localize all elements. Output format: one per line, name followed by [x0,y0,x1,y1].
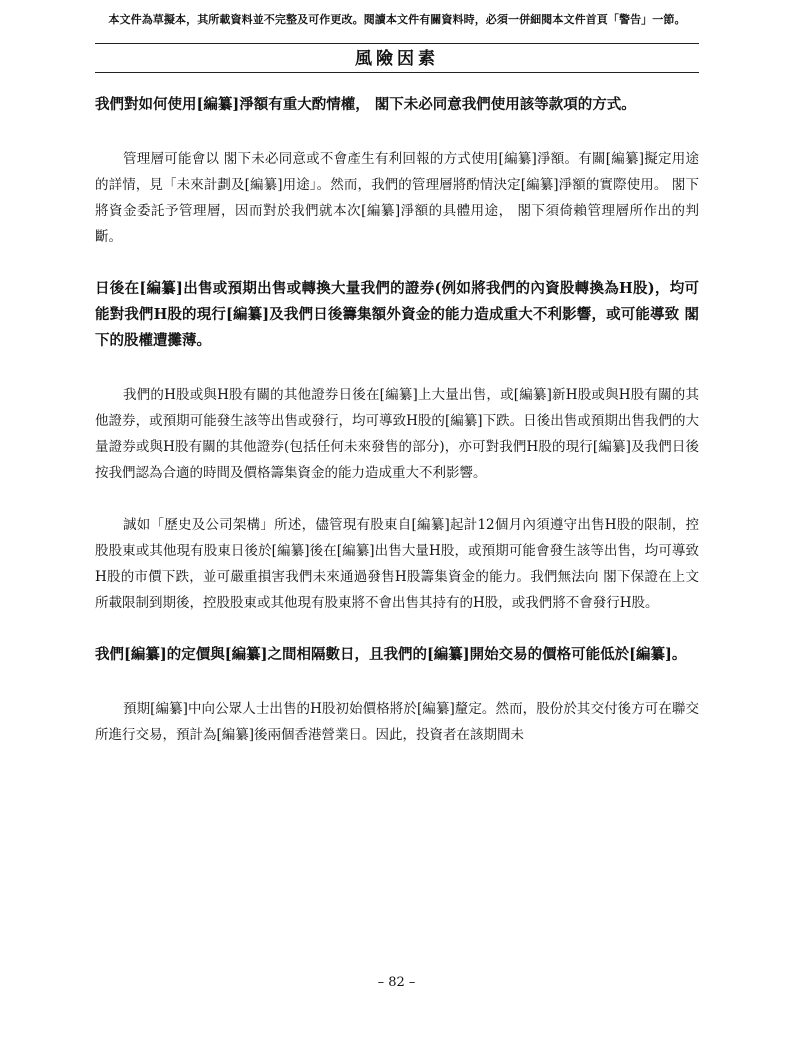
section-title: 風險因素 [355,49,439,69]
draft-disclaimer: 本文件為草擬本，其所載資料並不完整及可作更改。閱讀本文件有關資料時，必須一併細閱本文件首頁「警告」一節。 [108,13,686,26]
paragraph-future-sales: 我們的H股或與H股有關的其他證券日後在[編纂]上大量出售，或[編纂]新H股或與H股有關的其他證券，或預期可能發生該等出售或發行，均可導致H股的[編纂]下跌。日後出售或預期出售我們的大量證券或與H股有關的其他證券(包括任何未來發售的部分)，亦可對我們H股的現行[編纂]及我們日後按我們認為合適的時間及價格籌集資金的能力造成重大不利影響。 [95,387,699,481]
page-number: – 82 – [377,975,416,990]
risk-heading-pricing-gap: 我們[編纂]的定價與[編纂]之間相隔數日，且我們的[編纂]開始交易的價格可能低於[編纂]。 [95,646,687,663]
paragraph-use-of-proceeds: 管理層可能會以 閣下未必同意或不會產生有利回報的方式使用[編纂]淨額。有關[編纂]擬定用途的詳情，見「未來計劃及[編纂]用途」。然而，我們的管理層將酌情決定[編纂]淨額的實際使用。 閣下將資金委託予管理層，因而對於我們就本次[編纂]淨額的具體用途， 閣下須倚賴管理層所作出的判斷。 [95,151,699,245]
paragraph-pricing-gap: 預期[編纂]中向公眾人士出售的H股初始價格將於[編纂]釐定。然而，股份於其交付後方可在聯交所進行交易，預計為[編纂]後兩個香港營業日。因此，投資者在該期間未 [95,701,699,743]
header-bottom-rule [95,72,699,73]
risk-heading-use-of-proceeds: 我們對如何使用[編纂]淨額有重大酌情權， 閣下未必同意我們使用該等款項的方式。 [95,96,636,113]
risk-heading-future-sales: 日後在[編纂]出售或預期出售或轉換大量我們的證券(例如將我們的內資股轉換為H股)，均可能對我們H股的現行[編纂]及我們日後籌集額外資金的能力造成重大不利影響，或可能導致 閣下的股權遭攤薄。 [95,280,699,349]
document-body [95,92,699,774]
header-top-rule [95,43,699,44]
paragraph-shareholder-restrictions: 誠如「歷史及公司架構」所述，儘管現有股東自[編纂]起計12個月內須遵守出售H股的限制，控股股東或其他現有股東日後於[編纂]後在[編纂]出售大量H股，或預期可能會發生該等出售，均可導致H股的市價下跌，並可嚴重損害我們未來通過發售H股籌集資金的能力。我們無法向 閣下保證在上文所載限制到期後，控股股東或其他現有股東將不會出售其持有的H股，或我們將不會發行H股。 [95,517,699,611]
